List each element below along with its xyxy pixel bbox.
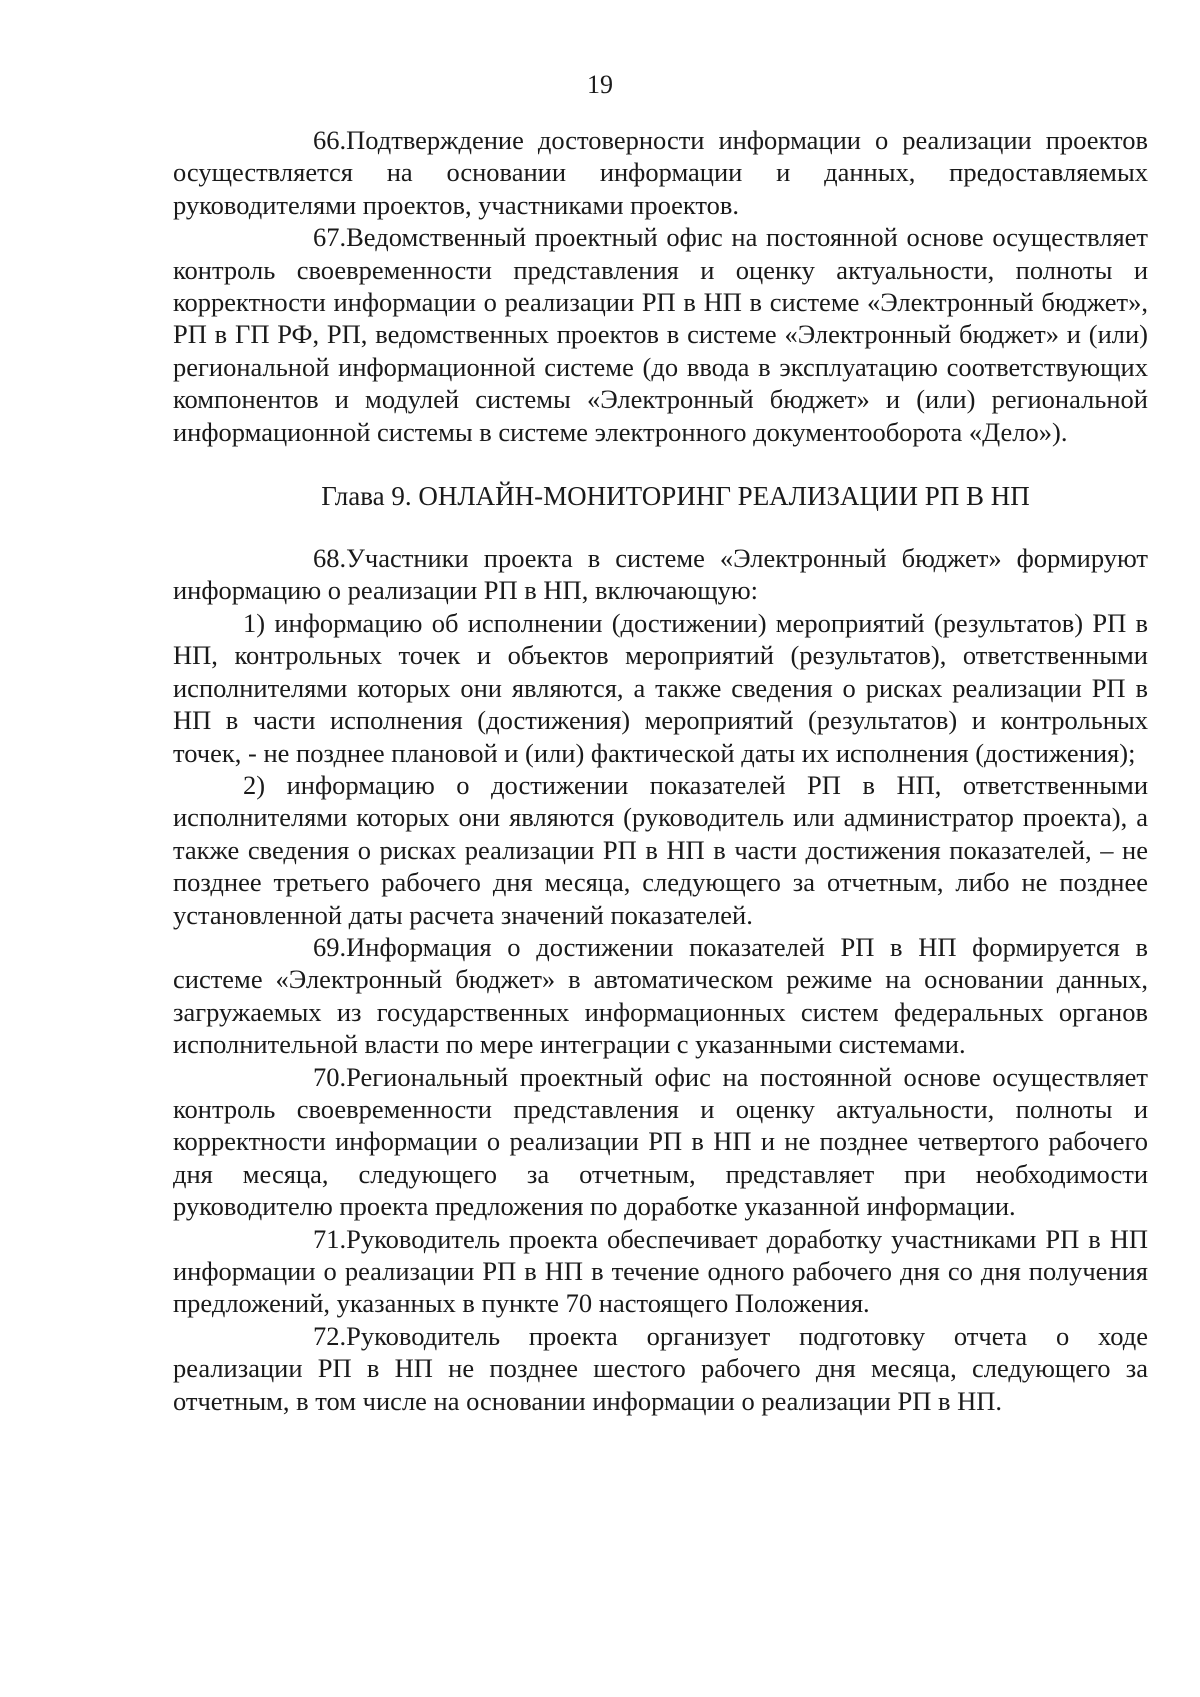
paragraph-text: Руководитель проекта организует подготовку отчета о ходе реализации РП в НП не позднее шестого рабочего дня месяца, следующего за отчетным, в том числе на основании информации о реализации РП в НП. — [173, 1320, 1148, 1416]
paragraph-text: Информация о достижении показателей РП в НП формируется в системе «Электронный бюджет» в автоматическом режиме на основании данных, загружаемых из государственных информационных систем федеральных органов исполнительной власти по мере интеграции с указанными системами. — [173, 931, 1148, 1060]
paragraph-68 — [173, 542, 1148, 607]
paragraph-66 — [173, 124, 1148, 221]
paragraph-number: 67. — [313, 222, 347, 253]
paragraph-number: 71. — [313, 1223, 347, 1254]
paragraph-number: 68. — [313, 543, 347, 574]
paragraph-71 — [173, 1223, 1148, 1320]
subparagraph-68-1: 1) информацию об исполнении (достижении) мероприятий (результатов) РП в НП, контрольных точек и объектов мероприятий (результатов), ответственными исполнителями которых они являются, а также сведения о рисках реализации РП в НП в части исполнения (достижения) мероприятий (результатов) и контрольных точек, - не позднее плановой и (или) фактической даты их исполнения (достижения); — [173, 607, 1148, 768]
paragraph-text: Подтверждение достоверности информации о реализации проектов осуществляется на основании информации и данных, предоставляемых руководителями проектов, участниками проектов. — [173, 125, 1148, 220]
paragraph-72 — [173, 1320, 1148, 1417]
paragraph-number: 72. — [313, 1320, 347, 1351]
paragraph-67 — [173, 221, 1148, 448]
paragraph-number: 66. — [313, 125, 347, 155]
paragraph-text: Участники проекта в системе «Электронный бюджет» формируют информацию о реализации РП в НП, включающую: — [173, 543, 1148, 606]
paragraph-number: 70. — [313, 1061, 347, 1092]
paragraph-text: Ведомственный проектный офис на постоянной основе осуществляет контроль своевременности представления и оценку актуальности, полноты и корректности информации о реализации РП в НП в системе «Электронный бюджет», РП в ГП РФ, РП, ведомственных проектов в системе «Электронный бюджет» и (или) региональной информационной системе (до ввода в эксплуатацию соответствующих компонентов и модулей системы «Электронный бюджет» и (или) региональной информационной системы в системе электронного документооборота «Дело»). — [173, 222, 1148, 447]
paragraph-number: 69. — [313, 931, 347, 962]
chapter-title: Глава 9. ОНЛАЙН-МОНИТОРИНГ РЕАЛИЗАЦИИ РП В НП — [321, 481, 1030, 512]
paragraph-70 — [173, 1061, 1148, 1223]
paragraph-text: Руководитель проекта обеспечивает доработку участниками РП в НП информации о реализации РП в НП в течение одного рабочего дня со дня получения предложений, указанных в пункте 70 настоящего Положения. — [173, 1223, 1148, 1319]
page-number: 19 — [587, 70, 613, 99]
paragraph-text: Региональный проектный офис на постоянной основе осуществляет контроль своевременности представления и оценку актуальности, полноты и корректности информации о реализации РП в НП и не позднее четвертого рабочего дня месяца, следующего за отчетным, представляет при необходимости руководителю проекта предложения по доработке указанной информации. — [173, 1061, 1148, 1222]
subparagraph-68-2: 2) информацию о достижении показателей РП в НП, ответственными исполнителями которых они являются (руководитель или администратор проекта), а также сведения о рисках реализации РП в НП в части достижения показателей, – не позднее третьего рабочего дня месяца, следующего за отчетным, либо не позднее установленной даты расчета значений показателей. — [173, 769, 1148, 930]
document-body — [173, 124, 1148, 1417]
paragraph-69 — [173, 931, 1148, 1061]
